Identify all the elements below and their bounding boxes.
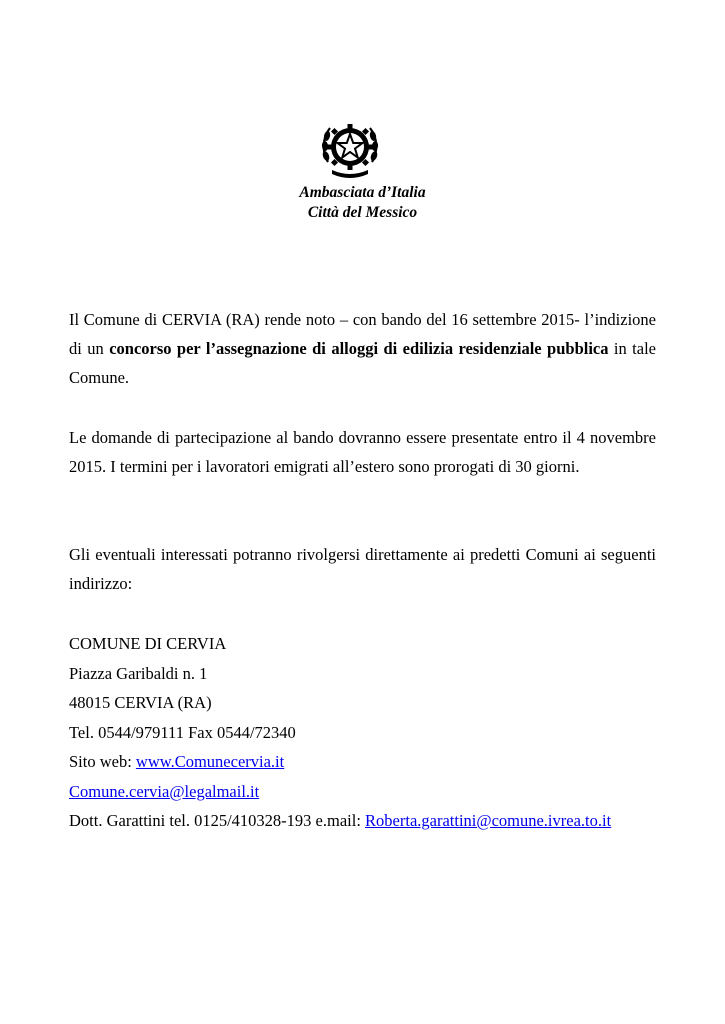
contact-intro-paragraph: Gli eventuali interessati potranno rivolgersi direttamente ai predetti Comuni ai seguenti indirizzo: bbox=[69, 545, 656, 593]
announcement-text-start: Il Comune di CERVIA (RA) rende noto – con bando del 16 settembre 2015- l’indizione di un bbox=[69, 310, 656, 358]
address-block bbox=[69, 629, 689, 836]
deadline-paragraph: Le domande di partecipazione al bando dovranno essere presentate entro il 4 novembre 2015. I termini per i lavoratori emigrati all’estero sono prorogati di 30 giorni. bbox=[69, 428, 656, 476]
announcement-text-end: in tale Comune. bbox=[69, 339, 656, 387]
address-pec-line bbox=[69, 777, 689, 807]
address-street: Piazza Garibaldi n. 1 bbox=[69, 663, 208, 683]
contact-label: Dott. Garattini tel. 0125/410328-193 e.mail: bbox=[69, 811, 366, 830]
embassy-city: Città del Messico bbox=[307, 204, 418, 221]
embassy-name: Ambasciata d’Italia bbox=[299, 184, 426, 201]
address-website-line bbox=[69, 747, 689, 777]
embassy-header bbox=[0, 183, 725, 223]
website-label: Sito web: bbox=[69, 752, 136, 771]
address-city: 48015 CERVIA (RA) bbox=[69, 693, 212, 712]
address-name: COMUNE DI CERVIA bbox=[69, 634, 227, 653]
contact-email-link[interactable]: Roberta.garattini@comune.ivrea.to.it bbox=[365, 811, 612, 830]
address-phone-fax: Tel. 0544/979111 Fax 0544/72340 bbox=[69, 722, 296, 742]
website-link[interactable]: www.Comunecervia.it bbox=[135, 752, 285, 771]
announcement-paragraph bbox=[69, 305, 656, 392]
pec-email-link[interactable]: Comune.cervia@legalmail.it bbox=[69, 781, 260, 801]
address-contact-line bbox=[69, 806, 689, 836]
italian-republic-emblem-icon bbox=[318, 116, 382, 180]
announcement-highlight: concorso per l’assegnazione di alloggi di edilizia residenziale pubblica bbox=[109, 339, 609, 358]
